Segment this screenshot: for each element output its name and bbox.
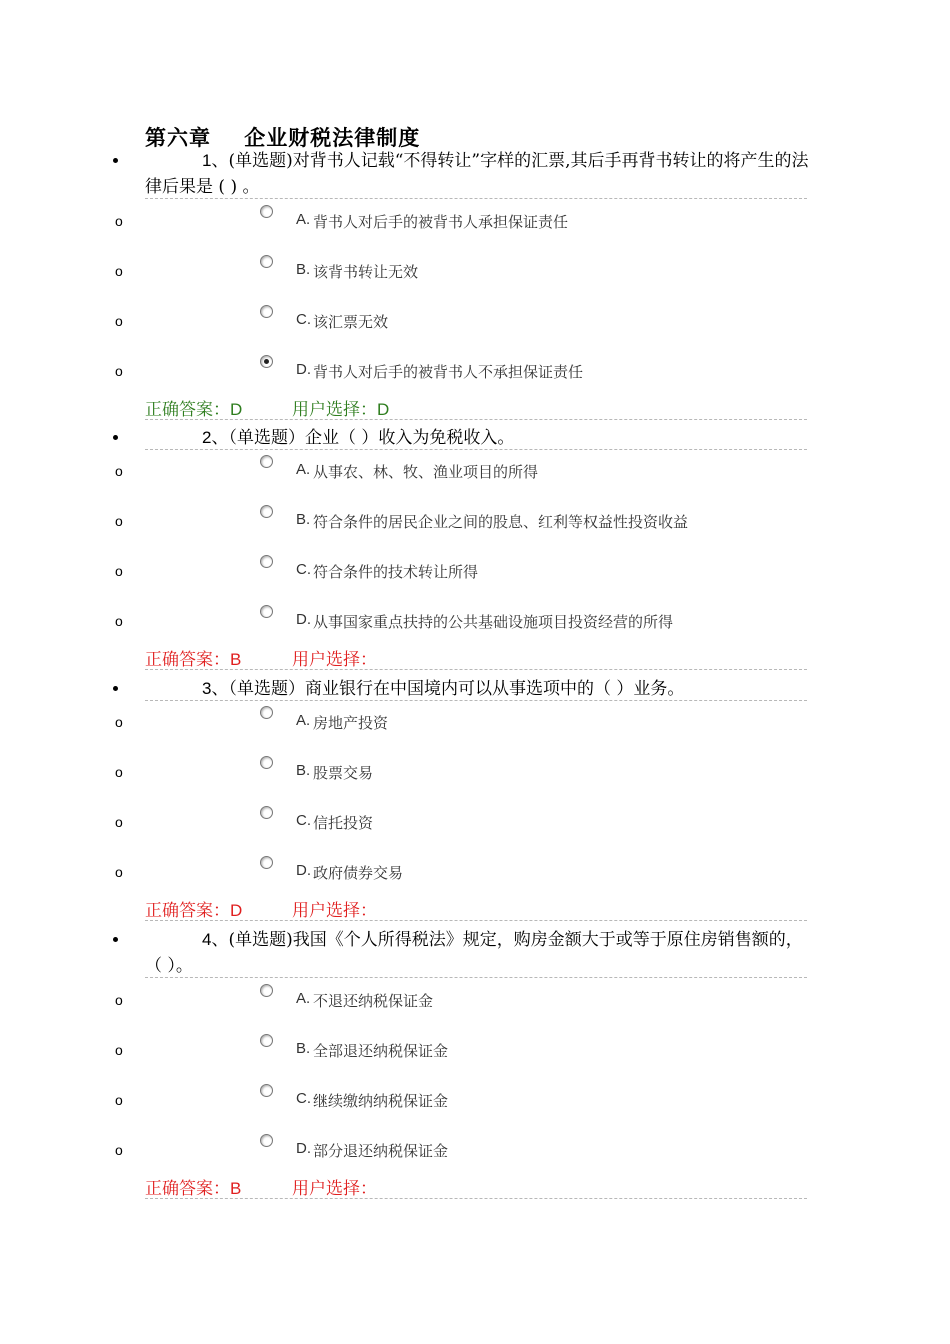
radio-unchecked-icon[interactable] xyxy=(260,205,273,218)
radio-unchecked-icon[interactable] xyxy=(260,1084,273,1097)
option-text: 部分退还纳税保证金 xyxy=(313,1142,449,1160)
correct-answer-label: 正确答案： xyxy=(145,400,230,420)
option-letter: C. xyxy=(296,1090,311,1107)
radio-checked-icon[interactable] xyxy=(260,355,273,368)
dashed-divider xyxy=(145,920,807,921)
option-text: 全部退还纳税保证金 xyxy=(313,1042,449,1060)
option-text: 该汇票无效 xyxy=(313,313,389,331)
question-body: （单选题）商业银行在中国境内可以从事选项中的（ ）业务。 xyxy=(228,679,685,699)
option-letter: B. xyxy=(296,762,311,779)
question-number: 4、 xyxy=(202,930,229,949)
option-b[interactable] xyxy=(0,756,950,786)
question-body: （单选题）企业（ ）收入为免税收入。 xyxy=(228,428,515,448)
user-choice xyxy=(292,1174,377,1199)
radio-unchecked-icon[interactable] xyxy=(260,706,273,719)
list-bullet: o xyxy=(115,363,123,379)
user-choice-value: D xyxy=(377,400,390,419)
correct-answer-value: B xyxy=(230,650,242,669)
user-choice xyxy=(292,395,389,420)
option-text: 政府债券交易 xyxy=(313,864,404,882)
option-text: 背书人对后手的被背书人不承担保证责任 xyxy=(313,363,584,381)
option-b[interactable] xyxy=(0,255,950,285)
question-text xyxy=(145,676,810,702)
list-bullet: o xyxy=(115,513,123,529)
list-bullet: o xyxy=(115,463,123,479)
radio-unchecked-icon[interactable] xyxy=(260,455,273,468)
option-c[interactable] xyxy=(0,1084,950,1114)
answer-row xyxy=(145,395,390,420)
bullet-dot-icon xyxy=(113,158,118,163)
radio-unchecked-icon[interactable] xyxy=(260,255,273,268)
list-bullet: o xyxy=(115,864,123,880)
dashed-divider xyxy=(145,419,807,420)
correct-answer-label: 正确答案： xyxy=(145,1179,230,1199)
option-letter: C. xyxy=(296,812,311,829)
option-text: 继续缴纳纳税保证金 xyxy=(313,1092,449,1110)
list-bullet: o xyxy=(115,1142,123,1158)
option-text: 该背书转让无效 xyxy=(313,263,419,281)
bullet-dot-icon xyxy=(113,686,118,691)
user-choice-label: 用户选择： xyxy=(292,901,377,921)
option-c[interactable] xyxy=(0,806,950,836)
option-text: 符合条件的居民企业之间的股息、红利等权益性投资收益 xyxy=(313,513,689,531)
radio-unchecked-icon[interactable] xyxy=(260,1034,273,1047)
list-bullet: o xyxy=(115,814,123,830)
dashed-divider xyxy=(145,198,807,199)
radio-unchecked-icon[interactable] xyxy=(260,806,273,819)
option-text: 股票交易 xyxy=(313,764,374,782)
option-b[interactable] xyxy=(0,505,950,535)
question-number: 3、 xyxy=(202,679,229,698)
option-letter: D. xyxy=(296,361,311,378)
option-text: 不退还纳税保证金 xyxy=(313,992,434,1010)
list-bullet: o xyxy=(115,313,123,329)
radio-unchecked-icon[interactable] xyxy=(260,555,273,568)
option-text: 信托投资 xyxy=(313,814,374,832)
option-letter: D. xyxy=(296,611,311,628)
question-body: (单选题)对背书人记载“不得转让”字样的汇票,其后手再背书转让的将产生的法律后果是 ( ) 。 xyxy=(145,151,809,197)
option-a[interactable] xyxy=(0,706,950,736)
option-letter: B. xyxy=(296,261,311,278)
list-bullet: o xyxy=(115,764,123,780)
list-bullet: o xyxy=(115,613,123,629)
option-letter: C. xyxy=(296,311,311,328)
list-bullet: o xyxy=(115,263,123,279)
option-b[interactable] xyxy=(0,1034,950,1064)
option-letter: B. xyxy=(296,511,311,528)
user-choice-label: 用户选择： xyxy=(292,650,377,670)
correct-answer-value: B xyxy=(230,1179,242,1198)
list-bullet: o xyxy=(115,714,123,730)
option-letter: C. xyxy=(296,561,311,578)
radio-unchecked-icon[interactable] xyxy=(260,856,273,869)
user-choice-label: 用户选择： xyxy=(292,1179,377,1199)
option-d[interactable] xyxy=(0,355,950,385)
user-choice xyxy=(292,645,377,670)
option-text: 背书人对后手的被背书人承担保证责任 xyxy=(313,213,569,231)
option-letter: B. xyxy=(296,1040,311,1057)
list-bullet: o xyxy=(115,992,123,1008)
option-letter: A. xyxy=(296,461,311,478)
list-bullet: o xyxy=(115,1042,123,1058)
correct-answer-label: 正确答案： xyxy=(145,901,230,921)
question-text xyxy=(145,148,810,200)
option-a[interactable] xyxy=(0,455,950,485)
question-body: (单选题)我国《个人所得税法》规定，购房金额大于或等于原住房销售额的，（ ）。 xyxy=(145,930,803,976)
option-letter: A. xyxy=(296,712,311,729)
bullet-dot-icon xyxy=(113,937,118,942)
answer-row xyxy=(145,896,377,921)
radio-unchecked-icon[interactable] xyxy=(260,984,273,997)
question-number: 2、 xyxy=(202,428,229,447)
dashed-divider xyxy=(145,1198,807,1199)
option-letter: D. xyxy=(296,1140,311,1157)
dashed-divider xyxy=(145,669,807,670)
dashed-divider xyxy=(145,449,807,450)
list-bullet: o xyxy=(115,563,123,579)
option-letter: A. xyxy=(296,990,311,1007)
option-text: 从事国家重点扶持的公共基础设施项目投资经营的所得 xyxy=(313,613,674,631)
option-a[interactable] xyxy=(0,984,950,1014)
radio-unchecked-icon[interactable] xyxy=(260,1134,273,1147)
option-text: 房地产投资 xyxy=(313,714,389,732)
option-c[interactable] xyxy=(0,305,950,335)
dashed-divider xyxy=(145,700,807,701)
option-text: 符合条件的技术转让所得 xyxy=(313,563,479,581)
radio-unchecked-icon[interactable] xyxy=(260,605,273,618)
option-d[interactable] xyxy=(0,856,950,886)
dashed-divider xyxy=(145,977,807,978)
bullet-dot-icon xyxy=(113,435,118,440)
option-a[interactable] xyxy=(0,205,950,235)
radio-unchecked-icon[interactable] xyxy=(260,756,273,769)
user-choice-label: 用户选择： xyxy=(292,400,377,420)
question-text xyxy=(145,927,810,979)
option-letter: A. xyxy=(296,211,311,228)
question-text xyxy=(145,425,810,451)
correct-answer-value: D xyxy=(230,400,243,419)
radio-unchecked-icon[interactable] xyxy=(260,505,273,518)
answer-row xyxy=(145,645,377,670)
option-c[interactable] xyxy=(0,555,950,585)
radio-unchecked-icon[interactable] xyxy=(260,305,273,318)
correct-answer-label: 正确答案： xyxy=(145,650,230,670)
option-letter: D. xyxy=(296,862,311,879)
list-bullet: o xyxy=(115,1092,123,1108)
option-d[interactable] xyxy=(0,1134,950,1164)
question-number: 1、 xyxy=(202,151,229,170)
user-choice xyxy=(292,896,377,921)
chapter-title: 第六章 企业财税法律制度 xyxy=(145,125,421,150)
option-d[interactable] xyxy=(0,605,950,635)
option-text: 从事农、林、牧、渔业项目的所得 xyxy=(313,463,539,481)
list-bullet: o xyxy=(115,213,123,229)
answer-row xyxy=(145,1174,377,1199)
correct-answer-value: D xyxy=(230,901,243,920)
